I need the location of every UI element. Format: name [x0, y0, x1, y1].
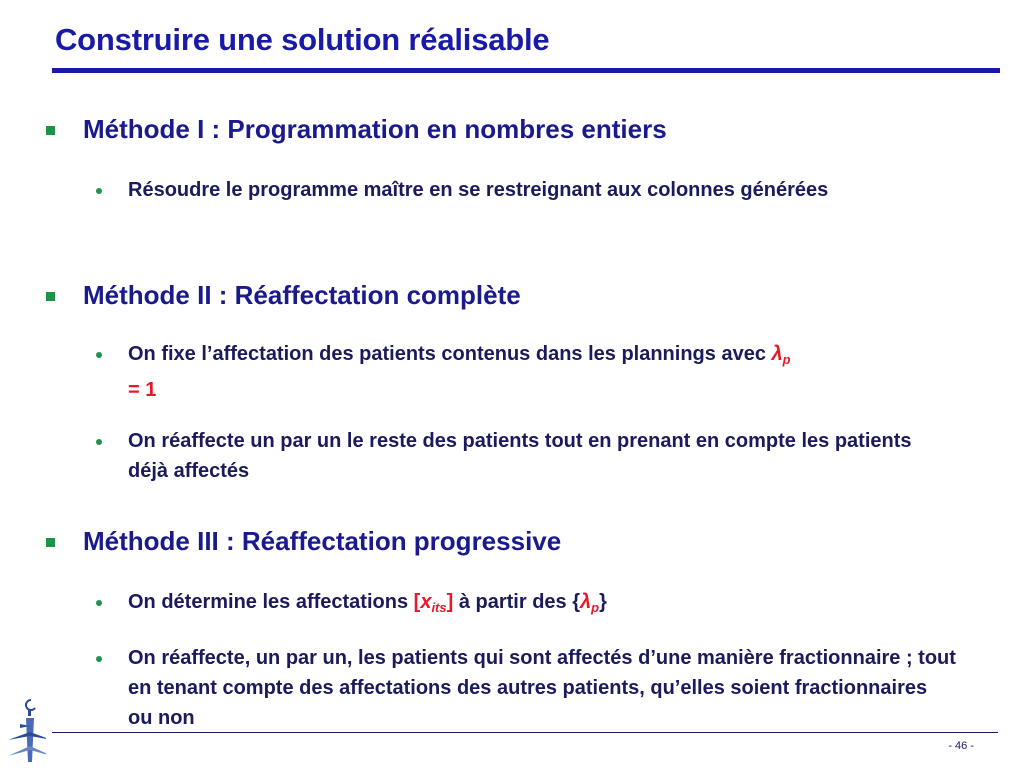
- section-heading: [46, 114, 667, 145]
- bullet-text: On réaffecte, un par un, les patients qui sont affectés d’une manière fractionnaire ; tout en tenant compte des affectations des autres patients, qu’elles soient fractionnaires ou non: [128, 647, 956, 729]
- bullet-text: [128, 339, 956, 405]
- x-subscript: its: [431, 600, 447, 615]
- bullet-text-part: }: [599, 591, 607, 613]
- bullet-text: On réaffecte un par un le reste des patients tout en prenant en compte les patients déjà affectés: [128, 430, 912, 482]
- heading-text: Méthode II : Réaffectation complète: [83, 280, 521, 310]
- section-methode-2: [46, 280, 521, 311]
- bullet-item: [96, 339, 956, 405]
- lambda-subscript: p: [782, 352, 791, 367]
- square-bullet-icon: [46, 292, 55, 301]
- bullet-text-part: On fixe l’affectation des patients contenus dans les plannings avec: [128, 343, 772, 365]
- lambda-symbol: λ: [580, 591, 592, 613]
- bullet-text-part: On détermine les affectations: [128, 591, 414, 613]
- square-bullet-icon: [46, 538, 55, 547]
- bullet-text: Résoudre le programme maître en se restreignant aux colonnes générées: [128, 179, 829, 201]
- square-bullet-icon: [46, 126, 55, 135]
- title-underline: [52, 68, 1000, 73]
- x-variable: x: [420, 591, 432, 613]
- page-number: - 46 -: [948, 740, 974, 752]
- open-bracket: [: [413, 591, 421, 613]
- section-methode-3: [46, 526, 561, 557]
- dot-bullet-icon: [96, 656, 102, 662]
- heading-text: Méthode I : Programmation en nombres entiers: [83, 114, 667, 144]
- slide-title: Construire une solution réalisable: [55, 22, 550, 57]
- heading-text: Méthode III : Réaffectation progressive: [83, 526, 562, 556]
- dot-bullet-icon: [96, 439, 102, 445]
- bullet-item: [96, 587, 956, 623]
- dot-bullet-icon: [96, 352, 102, 358]
- dot-bullet-icon: [96, 188, 102, 194]
- bullet-item: [96, 175, 956, 205]
- section-heading: [46, 526, 561, 557]
- bullet-item: [96, 643, 956, 733]
- section-methode-1: [46, 114, 667, 145]
- bullet-item: [96, 426, 956, 486]
- equals-one: = 1: [128, 379, 157, 401]
- dot-bullet-icon: [96, 600, 102, 606]
- close-bracket: ]: [446, 591, 454, 613]
- footer-rule: [52, 732, 998, 733]
- bullet-text: [128, 587, 956, 623]
- lambda-subscript: p: [591, 600, 600, 615]
- institution-logo-icon: [4, 696, 46, 766]
- lambda-symbol: λ: [771, 343, 783, 365]
- section-heading: [46, 280, 521, 311]
- bullet-text-part: à partir des {: [453, 591, 580, 613]
